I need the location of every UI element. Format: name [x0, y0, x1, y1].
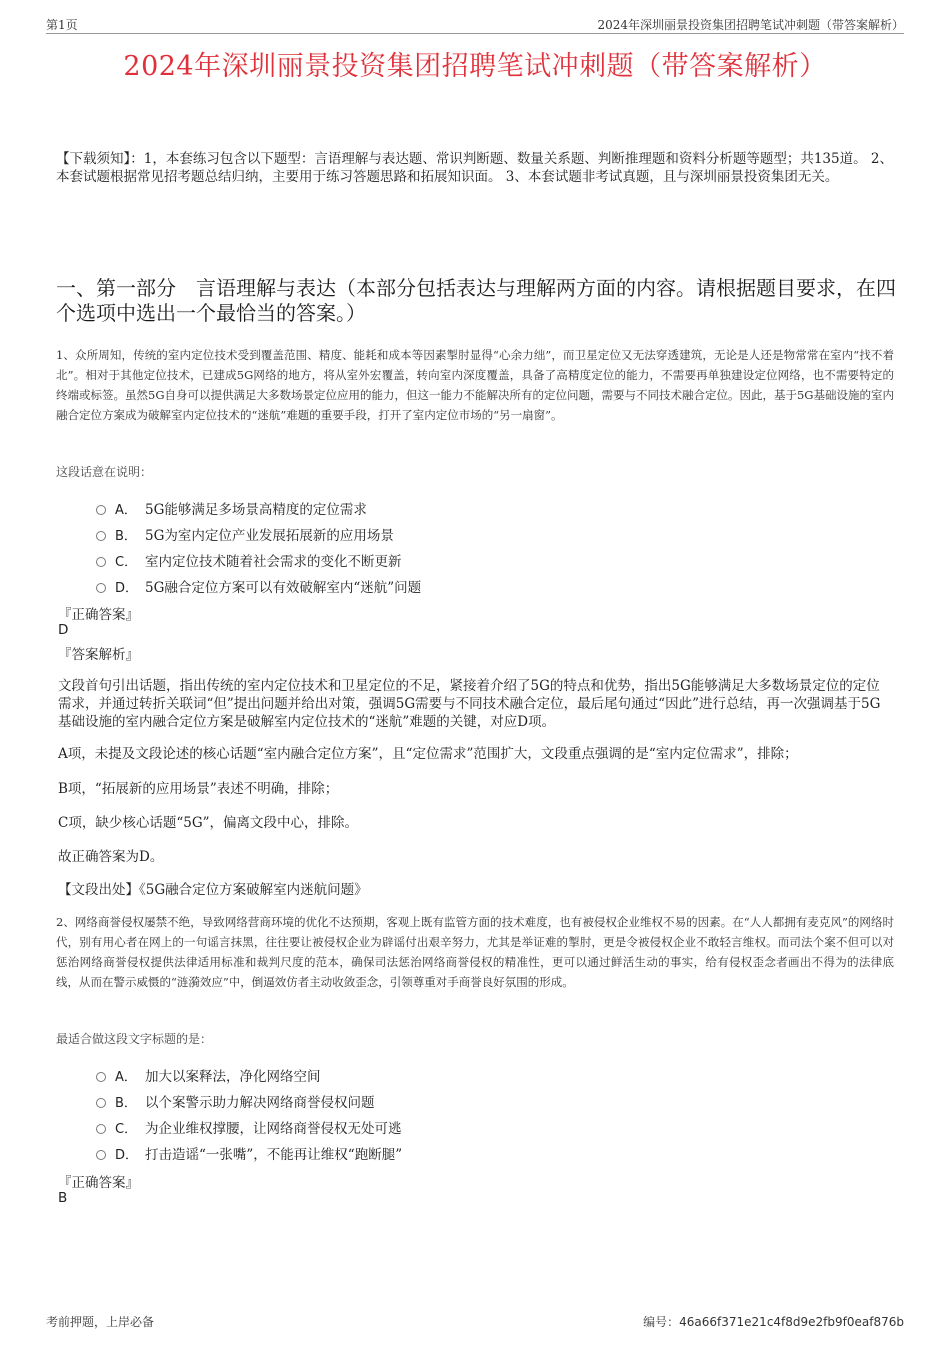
question-1-analysis-para: 故正确答案为D。	[58, 849, 164, 865]
option-letter: A．	[115, 502, 137, 518]
radio-icon[interactable]	[96, 583, 106, 593]
question-1-analysis-para: B项，“拓展新的应用场景”表述不明确，排除；	[58, 781, 339, 797]
option-letter: C．	[115, 554, 138, 570]
question-1-analysis-para: 文段首句引出话题，指出传统的室内定位技术和卫星定位的不足，紧接着介绍了5G的特点和优势，指出5G能够满足大多数场景定位的定位需求，并通过转折关联词“但”提出问题并给出对策，强调5G需要与不同技术融合定位，最后尾句通过“因此”进行总结，再一次强调基于5G基础设施的室内融合定位方案是破解室内定位技术的“迷航”难题的关键，对应D项。	[58, 678, 881, 730]
option-letter: D．	[115, 1147, 139, 1163]
question-1-analysis-para: C项，缺少核心话题“5G”，偏离文段中心，排除。	[58, 815, 359, 831]
question-2-option-c[interactable]	[96, 1117, 402, 1137]
option-text: 为企业维权撑腰，让网络商誉侵权无处可逃	[145, 1121, 402, 1137]
option-text: 5G为室内定位产业发展拓展新的应用场景	[145, 528, 394, 544]
question-1-answer-label: 『正确答案』	[58, 607, 139, 623]
question-1-analysis-label: 『答案解析』	[58, 647, 139, 663]
footer-code-value: 46a66f371e21c4f8d9e2fb9f0eaf876b	[679, 1315, 904, 1329]
option-text: 打击造谣“一张嘴”，不能再让维权“跑断腿”	[145, 1147, 403, 1163]
question-2-prompt: 最适合做这段文字标题的是：	[56, 1032, 213, 1046]
radio-icon[interactable]	[96, 505, 106, 515]
option-text: 加大以案释法，净化网络空间	[145, 1069, 321, 1085]
radio-icon[interactable]	[96, 1150, 106, 1160]
footer-code	[643, 1313, 904, 1330]
question-2-text: 2、网络商誉侵权屡禁不绝，导致网络营商环境的优化不达预期，客观上既有监管方面的技术难度，也有被侵权企业维权不易的因素。在“人人都拥有麦克风”的网络时代，别有用心者在网上的一句谣言抹黑，往往要让被侵权企业为辟谣付出艰辛努力，尤其是举证难的掣肘，更是令被侵权企业不敢轻言维权。而司法个案不但可以对惩治网络商誉侵权提供法律适用标准和裁判尺度的范本，确保司法惩治网络商誉侵权的精准性，更可以通过鲜活生动的事实，给有侵权歪念者画出不得为的法律底线，从而在警示威慑的“涟漪效应”中，倒逼效仿者主动收敛歪念，引领尊重对手商誉良好氛围的形成。	[56, 915, 894, 989]
radio-icon[interactable]	[96, 557, 106, 567]
question-2-option-b[interactable]	[96, 1091, 375, 1111]
radio-icon[interactable]	[96, 1098, 106, 1108]
header-doc-title: 2024年深圳丽景投资集团招聘笔试冲刺题（带答案解析）	[597, 18, 904, 32]
download-notice: 【下载须知】：1，本套练习包含以下题型：言语理解与表达题、常识判断题、数量关系题、判断推理题和资料分析题等题型；共135道。 2、本套试题根据常见招考题总结归纳，主要用于练习答题思路和拓展知识面。 3、本套试题非考试真题，且与深圳丽景投资集团无关。	[56, 151, 893, 185]
question-1-prompt: 这段话意在说明：	[56, 465, 153, 479]
radio-icon[interactable]	[96, 531, 106, 541]
option-text: 以个案警示助力解决网络商誉侵权问题	[145, 1095, 375, 1111]
option-letter: B．	[115, 1095, 137, 1111]
radio-icon[interactable]	[96, 1124, 106, 1134]
option-letter: A．	[115, 1069, 137, 1085]
header-divider	[46, 33, 904, 34]
question-2-answer: B	[58, 1190, 68, 1206]
option-text: 室内定位技术随着社会需求的变化不断更新	[145, 554, 402, 570]
question-1-option-d[interactable]	[96, 576, 421, 596]
question-2-option-d[interactable]	[96, 1143, 402, 1163]
question-1-analysis-para: A项，未提及文段论述的核心话题“室内融合定位方案”，且“定位需求”范围扩大，文段重点强调的是“室内定位需求”，排除；	[58, 746, 798, 762]
section-heading: 一、第一部分 言语理解与表达（本部分包括表达与理解两方面的内容。请根据题目要求，在四个选项中选出一个最恰当的答案。）	[56, 276, 896, 325]
footer-slogan: 考前押题，上岸必备	[46, 1315, 155, 1329]
page-title: 2024年深圳丽景投资集团招聘笔试冲刺题（带答案解析）	[123, 51, 827, 82]
question-2-answer-label: 『正确答案』	[58, 1175, 139, 1191]
option-letter: D．	[115, 580, 139, 596]
page-number: 第1页	[46, 18, 78, 32]
question-1-option-a[interactable]	[96, 498, 367, 518]
question-1-source: 【文段出处】《5G融合定位方案破解室内迷航问题》	[58, 882, 368, 898]
option-text: 5G融合定位方案可以有效破解室内“迷航”问题	[145, 580, 422, 596]
option-letter: C．	[115, 1121, 138, 1137]
question-1-answer: D	[58, 622, 69, 638]
radio-icon[interactable]	[96, 1072, 106, 1082]
option-text: 5G能够满足多场景高精度的定位需求	[145, 502, 367, 518]
question-1-option-c[interactable]	[96, 550, 402, 570]
footer-code-label: 编号：	[643, 1315, 680, 1329]
option-letter: B．	[115, 528, 137, 544]
question-1-option-b[interactable]	[96, 524, 394, 544]
question-2-option-a[interactable]	[96, 1065, 321, 1085]
question-1-text: 1、众所周知，传统的室内定位技术受到覆盖范围、精度、能耗和成本等因素掣肘显得“心余力绌”，而卫星定位又无法穿透建筑，无论是人还是物常常在室内“找不着北”。相对于其他定位技术，已建成5G网络的地方，将从室外宏覆盖，转向室内深度覆盖，具备了高精度定位的能力，不需要再单独建设定位网络，也不需要特定的终端或标签。虽然5G自身可以提供满足大多数场景定位应用的能力，但这一能力不能解决所有的定位问题，需要与不同技术融合定位。因此，基于5G基础设施的室内融合定位方案成为破解室内定位技术的“迷航”难题的重要手段，打开了室内定位市场的“另一扇窗”。	[56, 348, 894, 422]
